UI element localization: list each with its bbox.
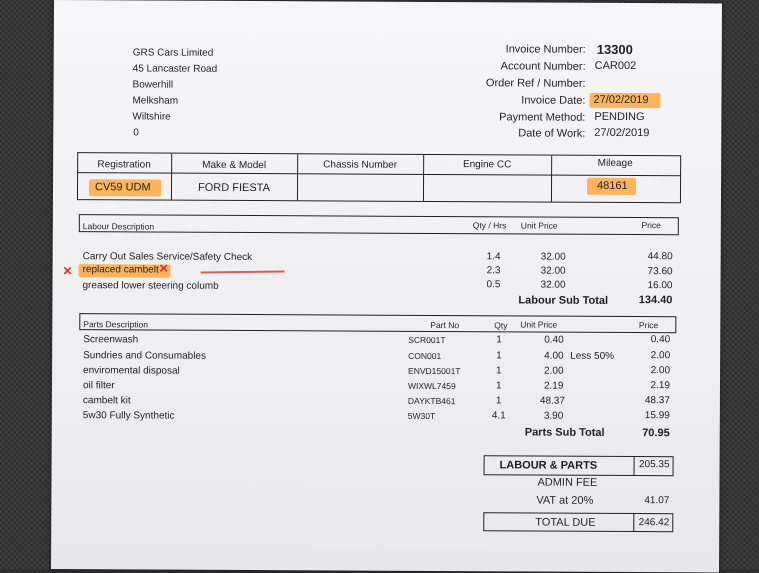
- parts-row-part-no: DAYKTB461: [408, 397, 456, 406]
- labour-row-qty: 2.3: [487, 266, 501, 276]
- labour-header-price: Price: [613, 221, 661, 230]
- company-address-line-3: Melksham: [132, 96, 178, 106]
- parts-row-description: Sundries and Consumables: [83, 351, 206, 362]
- labour-row-unit-price: 32.00: [540, 281, 565, 291]
- vehicle-header-make-model: Make & Model: [171, 161, 297, 172]
- labour-parts-label: LABOUR & PARTS: [500, 460, 598, 472]
- parts-header-part-no: Part No: [430, 321, 459, 330]
- total-due: 246.42: [611, 518, 669, 528]
- account-number: CAR002: [595, 61, 637, 72]
- labour-subtotal-label: Labour Sub Total: [518, 295, 608, 306]
- parts-row-description: cambelt kit: [83, 396, 131, 406]
- payment-method: PENDING: [594, 112, 644, 123]
- parts-row-price: 0.40: [612, 335, 670, 345]
- labour-row-description: greased lower steering columb: [82, 281, 218, 292]
- labour-header-qty: Qty / Hrs: [473, 221, 507, 230]
- parts-row-qty: 1: [496, 335, 502, 345]
- order-ref-label: Order Ref / Number:: [434, 78, 586, 90]
- parts-row-description: oil filter: [83, 381, 115, 391]
- company-address-line-2: Bowerhill: [133, 80, 174, 90]
- invoice-paper: [51, 0, 722, 572]
- parts-header-price: Price: [612, 321, 658, 330]
- company-name: GRS Cars Limited: [133, 48, 214, 58]
- parts-row-qty: 1: [496, 351, 502, 361]
- labour-header-box: [79, 214, 679, 235]
- vehicle-header-engine: Engine CC: [423, 160, 551, 171]
- parts-row-price: 2.00: [612, 351, 670, 361]
- labour-row-description: replaced cambelt: [79, 264, 171, 277]
- parts-row-description: Screenwash: [83, 335, 138, 345]
- vehicle-registration: CV59 UDM: [89, 179, 161, 196]
- parts-row-unit-price: 2.00: [544, 367, 564, 377]
- date-of-work: 27/02/2019: [594, 128, 649, 139]
- labour-header-description: Labour Description: [83, 222, 154, 231]
- invoice-number-label: Invoice Number:: [434, 44, 586, 56]
- parts-row-unit-price: 4.00: [544, 352, 564, 362]
- parts-header-description: Parts Description: [83, 320, 148, 329]
- parts-row-unit-price: 3.90: [544, 412, 564, 422]
- labour-row-qty: 1.4: [487, 252, 501, 262]
- vehicle-header-mileage: Mileage: [551, 159, 679, 170]
- company-address-line-4: Wiltshire: [132, 112, 170, 122]
- parts-row-price: 2.00: [612, 366, 670, 376]
- payment-method-label: Payment Method:: [433, 112, 585, 124]
- labour-row-unit-price: 32.00: [541, 253, 566, 263]
- parts-row-part-no: 5W30T: [408, 412, 435, 421]
- date-of-work-label: Date of Work:: [433, 128, 585, 140]
- pen-underline-mark: [201, 270, 285, 273]
- parts-subtotal-label: Parts Sub Total: [525, 427, 605, 438]
- parts-row-qty: 1: [496, 381, 502, 391]
- vehicle-make-model: FORD FIESTA: [198, 183, 270, 194]
- parts-subtotal: 70.95: [612, 428, 670, 439]
- invoice-number: 13300: [597, 43, 633, 56]
- parts-row-qty: 4.1: [492, 411, 506, 421]
- handwritten-cross-icon: ✕: [159, 262, 169, 276]
- account-number-label: Account Number:: [434, 61, 586, 73]
- vat-amount: 41.07: [611, 496, 669, 506]
- parts-row-unit-price: 0.40: [544, 336, 564, 346]
- parts-row-note: Less 50%: [570, 352, 614, 362]
- parts-header-qty: Qty: [494, 321, 507, 330]
- parts-row-unit-price: 48.37: [540, 397, 565, 407]
- parts-header-box: [79, 313, 676, 333]
- parts-row-qty: 1: [496, 366, 502, 376]
- labour-subtotal: 134.40: [612, 295, 672, 306]
- labour-header-unit-price: Unit Price: [521, 221, 558, 230]
- parts-row-price: 15.99: [612, 411, 670, 421]
- parts-row-unit-price: 2.19: [544, 382, 564, 392]
- parts-row-part-no: SCR001T: [408, 336, 445, 345]
- parts-row-part-no: WIXWL7459: [408, 382, 456, 391]
- parts-row-price: 48.37: [612, 396, 670, 406]
- parts-row-description: 5w30 Fully Synthetic: [83, 411, 175, 421]
- vehicle-mileage: 48161: [587, 178, 636, 195]
- parts-row-qty: 1: [496, 396, 502, 406]
- labour-row-description: Carry Out Sales Service/Safety Check: [83, 252, 253, 263]
- invoice-date-label: Invoice Date:: [433, 95, 585, 107]
- labour-row-qty: 0.5: [486, 280, 500, 290]
- invoice-date: 27/02/2019: [589, 93, 660, 108]
- vehicle-header-registration: Registration: [77, 160, 171, 170]
- parts-row-part-no: ENVD15001T: [408, 367, 460, 376]
- company-postcode: 0: [133, 128, 139, 138]
- parts-header-unit-price: Unit Price: [520, 320, 557, 329]
- parts-row-price: 2.19: [612, 381, 670, 391]
- total-due-label: TOTAL DUE: [535, 518, 595, 529]
- parts-row-part-no: CON001: [408, 352, 441, 361]
- labour-parts-total: 205.35: [612, 460, 670, 470]
- vat-label: VAT at 20%: [536, 496, 593, 507]
- labour-row-price: 16.00: [612, 281, 672, 291]
- labour-row-unit-price: 32.00: [541, 267, 566, 277]
- labour-row-price: 44.80: [613, 252, 673, 262]
- admin-fee-label: ADMIN FEE: [537, 478, 597, 489]
- handwritten-cross-icon: ✕: [63, 264, 73, 278]
- labour-row-price: 73.60: [613, 267, 673, 277]
- parts-row-description: enviromental disposal: [83, 366, 180, 377]
- company-address-line-1: 45 Lancaster Road: [133, 64, 218, 74]
- vehicle-header-chassis: Chassis Number: [297, 160, 423, 171]
